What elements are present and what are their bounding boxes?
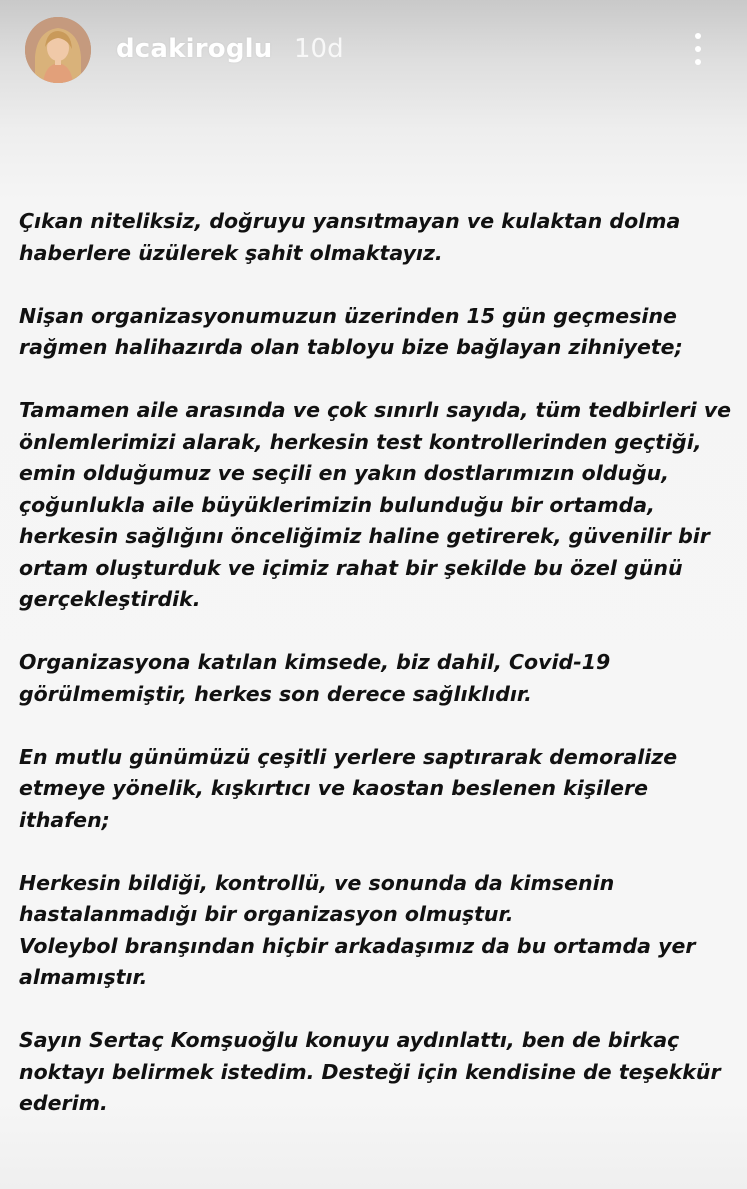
story-paragraph: En mutlu günümüzü çeşitli yerlere saptırarak demoralize etmeye yönelik, kışkırtıcı ve kaostan beslenen kişilere ithafen;	[19, 744, 678, 832]
story-paragraph: Tamamen aile arasında ve çok sınırlı sayıda, tüm tedbirleri ve önlemlerimizi alarak, herkesin test kontrollerinden geçtiği, emin olduğumuz ve seçili en yakın dostlarımızın olduğu, çoğunlukla aile büyüklerimizin bulunduğu bir ortamda, herkesin sağlığını önceliğimiz haline getirerek, güvenilir bir ortam oluşturduk ve içimiz rahat bir şekilde bu özel günü gerçekleştirdik.	[19, 398, 732, 611]
more-vertical-icon	[695, 59, 701, 65]
story-paragraph: Organizasyona katılan kimsede, biz dahil, Covid-19 görülmemiştir, herkes son derece sağlıklıdır.	[19, 650, 611, 706]
story-header	[0, 0, 747, 100]
avatar[interactable]	[25, 17, 91, 83]
more-vertical-icon	[695, 33, 701, 39]
more-options-button[interactable]	[680, 28, 716, 70]
story-paragraph: Çıkan niteliksiz, doğruyu yansıtmayan ve kulaktan dolma haberlere üzülerek şahit olmaktayız.	[19, 209, 681, 265]
profile-photo-icon	[25, 17, 91, 83]
story-text	[19, 206, 734, 1151]
story-paragraph: Nişan organizasyonumuzun üzerinden 15 gün geçmesine rağmen halihazırda olan tabloyu bize bağlayan zihniyete;	[19, 303, 683, 359]
username[interactable]: dcakiroglu	[116, 34, 273, 64]
more-vertical-icon	[695, 46, 701, 52]
timestamp: 10d	[294, 34, 344, 64]
story-paragraph: Sayın Sertaç Komşuoğlu konuyu aydınlattı, ben de birkaç noktayı belirmek istedim. Desteği için kendisine de teşekkür ederim.	[19, 1028, 721, 1115]
story-paragraph: Herkesin bildiği, kontrollü, ve sonunda da kimsenin hastalanmadığı bir organizasyon olmuştur. Voleybol branşından hiçbir arkadaşımız da bu ortamda yer almamıştır.	[19, 870, 696, 989]
